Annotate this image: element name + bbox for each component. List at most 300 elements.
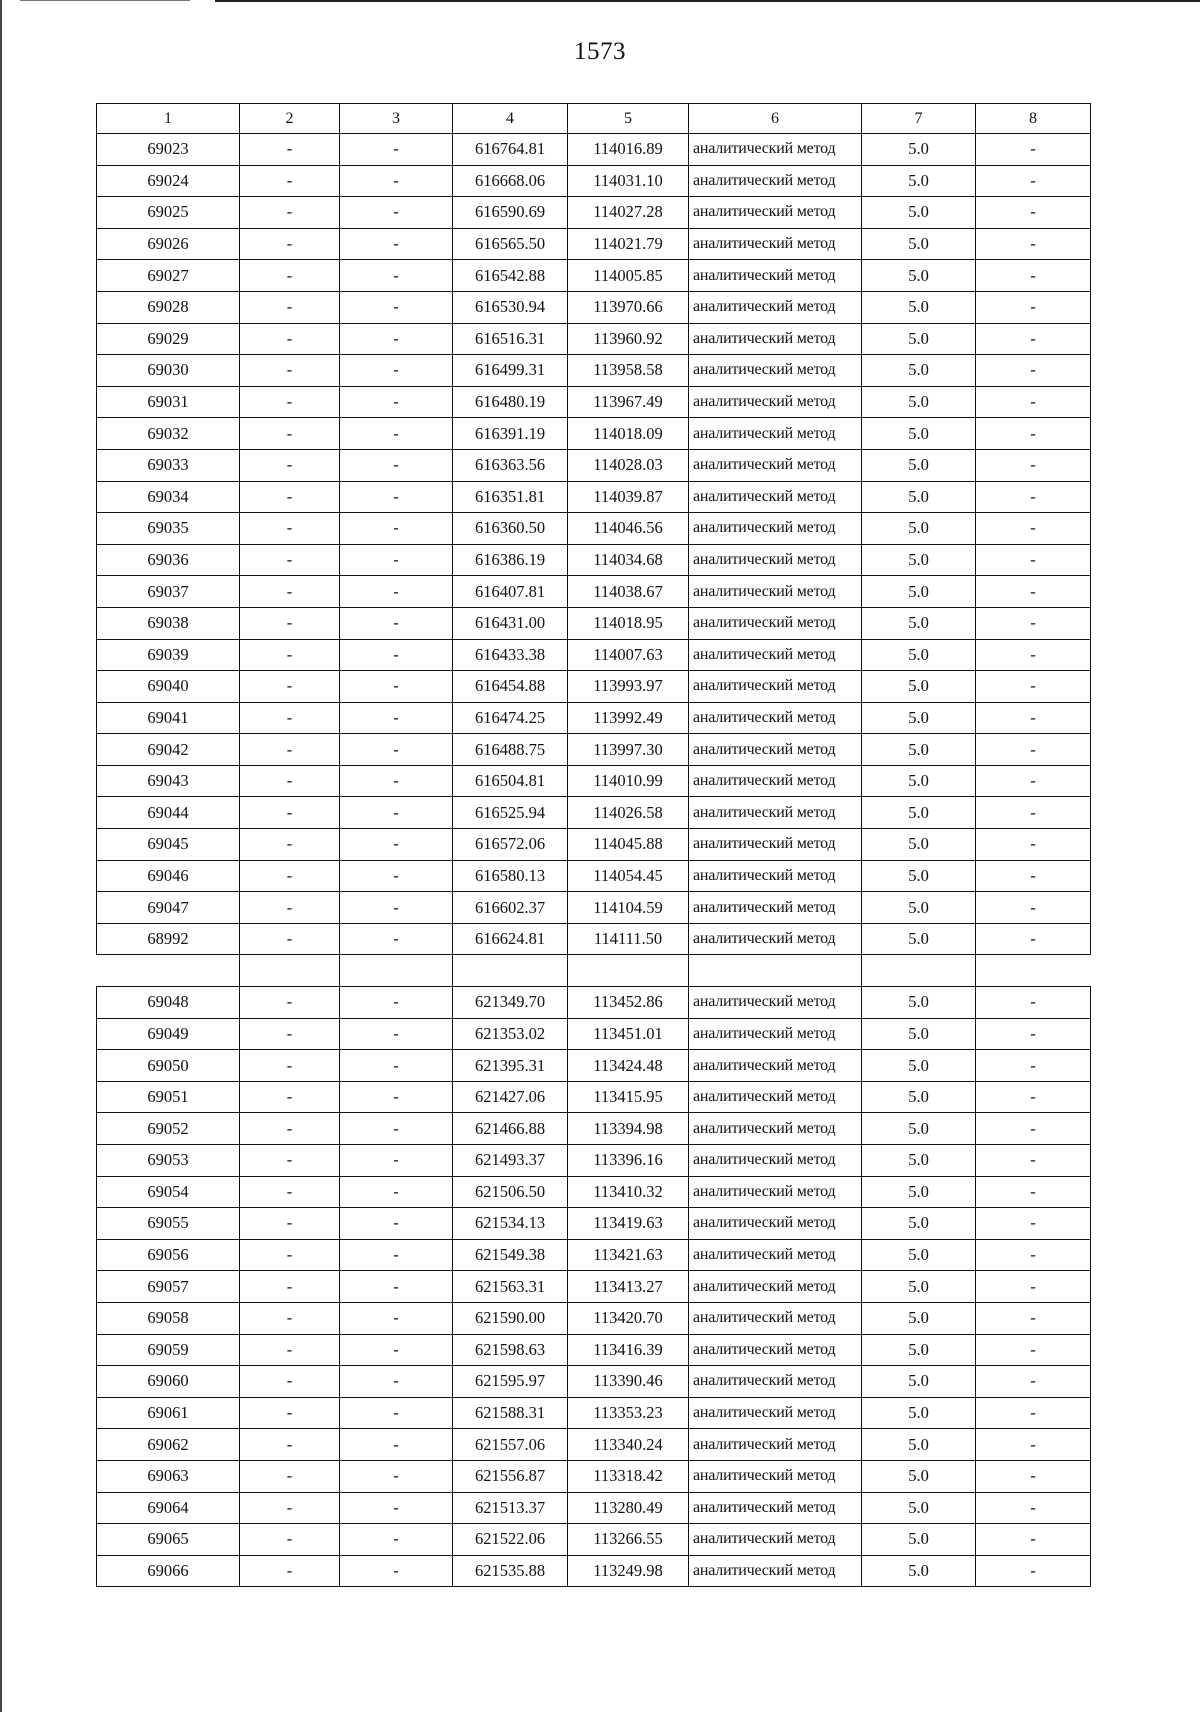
column-header-5: 5 (568, 104, 689, 134)
cell-col-2: - (240, 1334, 340, 1366)
cell-col-8: - (976, 1239, 1091, 1271)
cell-col-1: 69059 (97, 1334, 240, 1366)
column-header-3: 3 (340, 104, 453, 134)
cell-col-7: 5.0 (862, 260, 976, 292)
table-row (97, 513, 1091, 545)
cell-col-5: 114038.67 (568, 576, 689, 608)
cell-col-6: аналитический метод (689, 923, 862, 955)
cell-col-3: - (340, 1397, 453, 1429)
cell-col-1: 69058 (97, 1302, 240, 1334)
cell-col-7: 5.0 (862, 134, 976, 166)
cell-col-3: - (340, 1208, 453, 1240)
cell-col-7: 5.0 (862, 418, 976, 450)
cell-col-3: - (340, 481, 453, 513)
cell-col-1: 69052 (97, 1113, 240, 1145)
cell-col-4: 616431.00 (453, 607, 568, 639)
cell-col-6: аналитический метод (689, 1271, 862, 1303)
cell-col-3: - (340, 1239, 453, 1271)
cell-col-8: - (976, 1460, 1091, 1492)
cell-col-2: - (240, 197, 340, 229)
cell-col-5: 113451.01 (568, 1018, 689, 1050)
cell-col-4: 621353.02 (453, 1018, 568, 1050)
cell-col-2: - (240, 1018, 340, 1050)
cell-col-4: 616530.94 (453, 291, 568, 323)
cell-col-1: 68992 (97, 923, 240, 955)
cell-col-6: аналитический метод (689, 829, 862, 861)
table-row (97, 260, 1091, 292)
cell-col-2: - (240, 1492, 340, 1524)
cell-col-4: 616516.31 (453, 323, 568, 355)
cell-col-2: - (240, 418, 340, 450)
cell-col-8: - (976, 481, 1091, 513)
table-row (97, 1081, 1091, 1113)
cell-col-8: - (976, 165, 1091, 197)
cell-col-4: 621598.63 (453, 1334, 568, 1366)
table-row (97, 987, 1091, 1019)
cell-col-2: - (240, 260, 340, 292)
cell-col-5: 114046.56 (568, 513, 689, 545)
cell-col-1: 69042 (97, 734, 240, 766)
cell-col-5: 113318.42 (568, 1460, 689, 1492)
cell-col-6: аналитический метод (689, 576, 862, 608)
cell-col-2: - (240, 1050, 340, 1082)
cell-col-5: 113340.24 (568, 1429, 689, 1461)
cell-col-4: 621349.70 (453, 987, 568, 1019)
cell-col-1: 69029 (97, 323, 240, 355)
table-row (97, 1334, 1091, 1366)
cell-col-7: 5.0 (862, 1334, 976, 1366)
table-row (97, 1429, 1091, 1461)
cell-col-1: 69045 (97, 829, 240, 861)
cell-col-8: - (976, 291, 1091, 323)
cell-col-3: - (340, 386, 453, 418)
cell-col-6: аналитический метод (689, 1524, 862, 1556)
cell-col-6: аналитический метод (689, 260, 862, 292)
cell-col-1: 69036 (97, 544, 240, 576)
cell-col-3: - (340, 1524, 453, 1556)
cell-col-3: - (340, 797, 453, 829)
cell-col-4: 616525.94 (453, 797, 568, 829)
cell-col-8: - (976, 765, 1091, 797)
cell-col-4: 616542.88 (453, 260, 568, 292)
cell-col-1: 69057 (97, 1271, 240, 1303)
cell-col-4: 621535.88 (453, 1555, 568, 1587)
cell-col-1: 69054 (97, 1176, 240, 1208)
cell-col-8: - (976, 734, 1091, 766)
cell-col-8: - (976, 1555, 1091, 1587)
table-row (97, 449, 1091, 481)
cell-col-2: - (240, 1555, 340, 1587)
cell-col-2: - (240, 1524, 340, 1556)
group-separator-row (97, 955, 1091, 987)
cell-col-1: 69030 (97, 355, 240, 387)
cell-col-7: 5.0 (862, 513, 976, 545)
cell-col-6: аналитический метод (689, 513, 862, 545)
cell-col-3: - (340, 765, 453, 797)
cell-col-1: 69066 (97, 1555, 240, 1587)
cell-col-7: 5.0 (862, 1271, 976, 1303)
cell-col-8: - (976, 418, 1091, 450)
scan-top-edge-left (20, 0, 190, 1)
cell-col-8: - (976, 513, 1091, 545)
cell-col-2: - (240, 355, 340, 387)
cell-col-1: 69041 (97, 702, 240, 734)
cell-col-8: - (976, 1208, 1091, 1240)
cell-col-5: 113394.98 (568, 1113, 689, 1145)
cell-col-2: - (240, 607, 340, 639)
cell-col-2: - (240, 544, 340, 576)
cell-col-5: 113960.92 (568, 323, 689, 355)
cell-col-7: 5.0 (862, 829, 976, 861)
cell-col-8: - (976, 702, 1091, 734)
cell-col-7: 5.0 (862, 165, 976, 197)
cell-col-1: 69027 (97, 260, 240, 292)
table-row (97, 576, 1091, 608)
cell-col-6: аналитический метод (689, 1460, 862, 1492)
cell-col-4: 621506.50 (453, 1176, 568, 1208)
cell-col-3: - (340, 734, 453, 766)
cell-col-5: 114016.89 (568, 134, 689, 166)
cell-col-5: 114039.87 (568, 481, 689, 513)
cell-col-8: - (976, 386, 1091, 418)
scan-top-edge (215, 0, 1200, 2)
cell-col-6: аналитический метод (689, 418, 862, 450)
cell-col-7: 5.0 (862, 197, 976, 229)
cell-col-8: - (976, 639, 1091, 671)
cell-col-6: аналитический метод (689, 765, 862, 797)
cell-col-8: - (976, 1524, 1091, 1556)
cell-col-1: 69024 (97, 165, 240, 197)
cell-col-8: - (976, 1018, 1091, 1050)
table-row (97, 892, 1091, 924)
cell-col-1: 69061 (97, 1397, 240, 1429)
cell-col-7: 5.0 (862, 544, 976, 576)
cell-col-2: - (240, 481, 340, 513)
cell-col-2: - (240, 291, 340, 323)
cell-col-5: 113992.49 (568, 702, 689, 734)
cell-col-5: 113396.16 (568, 1145, 689, 1177)
cell-col-2: - (240, 1208, 340, 1240)
cell-col-7: 5.0 (862, 1208, 976, 1240)
cell-col-8: - (976, 797, 1091, 829)
cell-col-7: 5.0 (862, 228, 976, 260)
column-header-7: 7 (862, 104, 976, 134)
cell-col-3: - (340, 418, 453, 450)
empty-cell (240, 955, 340, 987)
cell-col-7: 5.0 (862, 1492, 976, 1524)
cell-col-3: - (340, 860, 453, 892)
cell-col-5: 113416.39 (568, 1334, 689, 1366)
cell-col-4: 621549.38 (453, 1239, 568, 1271)
cell-col-3: - (340, 923, 453, 955)
cell-col-6: аналитический метод (689, 1208, 862, 1240)
cell-col-2: - (240, 734, 340, 766)
cell-col-8: - (976, 892, 1091, 924)
cell-col-1: 69063 (97, 1460, 240, 1492)
cell-col-1: 69031 (97, 386, 240, 418)
cell-col-7: 5.0 (862, 481, 976, 513)
cell-col-1: 69043 (97, 765, 240, 797)
cell-col-2: - (240, 165, 340, 197)
cell-col-6: аналитический метод (689, 734, 862, 766)
cell-col-7: 5.0 (862, 1081, 976, 1113)
cell-col-1: 69044 (97, 797, 240, 829)
cell-col-8: - (976, 1429, 1091, 1461)
cell-col-3: - (340, 228, 453, 260)
page-number: 1573 (574, 38, 626, 65)
cell-col-4: 616565.50 (453, 228, 568, 260)
cell-col-3: - (340, 1492, 453, 1524)
cell-col-8: - (976, 607, 1091, 639)
cell-col-7: 5.0 (862, 1460, 976, 1492)
cell-col-6: аналитический метод (689, 165, 862, 197)
cell-col-5: 114021.79 (568, 228, 689, 260)
cell-col-2: - (240, 765, 340, 797)
cell-col-2: - (240, 228, 340, 260)
cell-col-1: 69065 (97, 1524, 240, 1556)
cell-col-2: - (240, 1239, 340, 1271)
cell-col-8: - (976, 1366, 1091, 1398)
cell-col-7: 5.0 (862, 892, 976, 924)
cell-col-8: - (976, 1334, 1091, 1366)
cell-col-7: 5.0 (862, 291, 976, 323)
cell-col-3: - (340, 260, 453, 292)
cell-col-4: 616602.37 (453, 892, 568, 924)
cell-col-8: - (976, 576, 1091, 608)
cell-col-3: - (340, 513, 453, 545)
cell-col-2: - (240, 323, 340, 355)
cell-col-5: 114010.99 (568, 765, 689, 797)
cell-col-4: 616454.88 (453, 671, 568, 703)
cell-col-4: 616407.81 (453, 576, 568, 608)
cell-col-1: 69034 (97, 481, 240, 513)
cell-col-5: 113958.58 (568, 355, 689, 387)
cell-col-7: 5.0 (862, 1302, 976, 1334)
cell-col-3: - (340, 1176, 453, 1208)
cell-col-3: - (340, 829, 453, 861)
coordinates-table (96, 103, 1091, 1587)
cell-col-4: 616488.75 (453, 734, 568, 766)
column-header-4: 4 (453, 104, 568, 134)
column-header-1: 1 (97, 104, 240, 134)
cell-col-3: - (340, 987, 453, 1019)
cell-col-7: 5.0 (862, 576, 976, 608)
cell-col-8: - (976, 1081, 1091, 1113)
cell-col-2: - (240, 1397, 340, 1429)
cell-col-5: 113390.46 (568, 1366, 689, 1398)
cell-col-6: аналитический метод (689, 702, 862, 734)
cell-col-6: аналитический метод (689, 987, 862, 1019)
cell-col-3: - (340, 134, 453, 166)
cell-col-3: - (340, 291, 453, 323)
cell-col-6: аналитический метод (689, 449, 862, 481)
cell-col-3: - (340, 355, 453, 387)
table-header-row (97, 104, 1091, 134)
cell-col-2: - (240, 1145, 340, 1177)
cell-col-3: - (340, 1302, 453, 1334)
cell-col-6: аналитический метод (689, 607, 862, 639)
table-row (97, 1302, 1091, 1334)
cell-col-1: 69046 (97, 860, 240, 892)
cell-col-4: 616480.19 (453, 386, 568, 418)
cell-col-5: 113413.27 (568, 1271, 689, 1303)
cell-col-6: аналитический метод (689, 355, 862, 387)
empty-cell (97, 955, 240, 987)
cell-col-3: - (340, 1271, 453, 1303)
cell-col-8: - (976, 449, 1091, 481)
cell-col-5: 114054.45 (568, 860, 689, 892)
cell-col-6: аналитический метод (689, 1334, 862, 1366)
cell-col-7: 5.0 (862, 1176, 976, 1208)
cell-col-2: - (240, 860, 340, 892)
cell-col-8: - (976, 1397, 1091, 1429)
table-row (97, 323, 1091, 355)
cell-col-5: 114007.63 (568, 639, 689, 671)
cell-col-6: аналитический метод (689, 134, 862, 166)
cell-col-8: - (976, 197, 1091, 229)
cell-col-5: 114104.59 (568, 892, 689, 924)
cell-col-8: - (976, 1145, 1091, 1177)
cell-col-3: - (340, 1334, 453, 1366)
cell-col-4: 621556.87 (453, 1460, 568, 1492)
cell-col-7: 5.0 (862, 1524, 976, 1556)
cell-col-3: - (340, 449, 453, 481)
cell-col-5: 113452.86 (568, 987, 689, 1019)
cell-col-6: аналитический метод (689, 860, 862, 892)
cell-col-8: - (976, 355, 1091, 387)
cell-col-4: 616624.81 (453, 923, 568, 955)
cell-col-1: 69023 (97, 134, 240, 166)
cell-col-3: - (340, 544, 453, 576)
cell-col-1: 69032 (97, 418, 240, 450)
cell-col-3: - (340, 1113, 453, 1145)
cell-col-7: 5.0 (862, 1018, 976, 1050)
cell-col-2: - (240, 1271, 340, 1303)
cell-col-7: 5.0 (862, 355, 976, 387)
cell-col-4: 621595.97 (453, 1366, 568, 1398)
cell-col-4: 616580.13 (453, 860, 568, 892)
cell-col-1: 69048 (97, 987, 240, 1019)
cell-col-8: - (976, 987, 1091, 1019)
table-row (97, 1271, 1091, 1303)
empty-cell (340, 955, 453, 987)
cell-col-3: - (340, 1429, 453, 1461)
column-header-8: 8 (976, 104, 1091, 134)
table-row (97, 923, 1091, 955)
cell-col-6: аналитический метод (689, 1302, 862, 1334)
cell-col-5: 114027.28 (568, 197, 689, 229)
cell-col-1: 69064 (97, 1492, 240, 1524)
table-row (97, 228, 1091, 260)
table-row (97, 671, 1091, 703)
cell-col-4: 621563.31 (453, 1271, 568, 1303)
cell-col-5: 113410.32 (568, 1176, 689, 1208)
cell-col-5: 113249.98 (568, 1555, 689, 1587)
cell-col-4: 616386.19 (453, 544, 568, 576)
cell-col-1: 69055 (97, 1208, 240, 1240)
cell-col-4: 616668.06 (453, 165, 568, 197)
table-row (97, 386, 1091, 418)
cell-col-4: 621427.06 (453, 1081, 568, 1113)
cell-col-2: - (240, 1460, 340, 1492)
empty-cell (568, 955, 689, 987)
cell-col-3: - (340, 702, 453, 734)
cell-col-3: - (340, 1366, 453, 1398)
cell-col-4: 621590.00 (453, 1302, 568, 1334)
cell-col-6: аналитический метод (689, 481, 862, 513)
table-row (97, 1239, 1091, 1271)
cell-col-7: 5.0 (862, 923, 976, 955)
cell-col-3: - (340, 576, 453, 608)
cell-col-5: 114111.50 (568, 923, 689, 955)
cell-col-5: 113997.30 (568, 734, 689, 766)
cell-col-5: 113353.23 (568, 1397, 689, 1429)
table-row (97, 1050, 1091, 1082)
cell-col-6: аналитический метод (689, 1366, 862, 1398)
cell-col-5: 113266.55 (568, 1524, 689, 1556)
cell-col-3: - (340, 197, 453, 229)
table-row (97, 197, 1091, 229)
cell-col-8: - (976, 829, 1091, 861)
cell-col-6: аналитический метод (689, 1081, 862, 1113)
table-row (97, 481, 1091, 513)
cell-col-1: 69053 (97, 1145, 240, 1177)
cell-col-7: 5.0 (862, 639, 976, 671)
cell-col-7: 5.0 (862, 797, 976, 829)
cell-col-6: аналитический метод (689, 1429, 862, 1461)
cell-col-1: 69050 (97, 1050, 240, 1082)
cell-col-7: 5.0 (862, 987, 976, 1019)
cell-col-7: 5.0 (862, 765, 976, 797)
cell-col-5: 114005.85 (568, 260, 689, 292)
table-row (97, 639, 1091, 671)
cell-col-5: 113421.63 (568, 1239, 689, 1271)
cell-col-1: 69033 (97, 449, 240, 481)
scan-left-edge (0, 0, 2, 1712)
cell-col-3: - (340, 1081, 453, 1113)
cell-col-1: 69037 (97, 576, 240, 608)
cell-col-1: 69039 (97, 639, 240, 671)
cell-col-3: - (340, 892, 453, 924)
column-header-6: 6 (689, 104, 862, 134)
cell-col-4: 616764.81 (453, 134, 568, 166)
cell-col-4: 621513.37 (453, 1492, 568, 1524)
table-row (97, 829, 1091, 861)
table-row (97, 1145, 1091, 1177)
cell-col-2: - (240, 797, 340, 829)
cell-col-1: 69025 (97, 197, 240, 229)
cell-col-4: 621395.31 (453, 1050, 568, 1082)
table-row (97, 165, 1091, 197)
cell-col-6: аналитический метод (689, 671, 862, 703)
cell-col-7: 5.0 (862, 1239, 976, 1271)
cell-col-6: аналитический метод (689, 639, 862, 671)
cell-col-7: 5.0 (862, 671, 976, 703)
cell-col-8: - (976, 1492, 1091, 1524)
cell-col-3: - (340, 1555, 453, 1587)
cell-col-2: - (240, 1429, 340, 1461)
column-header-2: 2 (240, 104, 340, 134)
cell-col-5: 114018.95 (568, 607, 689, 639)
cell-col-8: - (976, 323, 1091, 355)
cell-col-4: 621493.37 (453, 1145, 568, 1177)
cell-col-2: - (240, 639, 340, 671)
cell-col-8: - (976, 228, 1091, 260)
cell-col-8: - (976, 134, 1091, 166)
cell-col-4: 621534.13 (453, 1208, 568, 1240)
empty-cell (453, 955, 568, 987)
cell-col-5: 113419.63 (568, 1208, 689, 1240)
